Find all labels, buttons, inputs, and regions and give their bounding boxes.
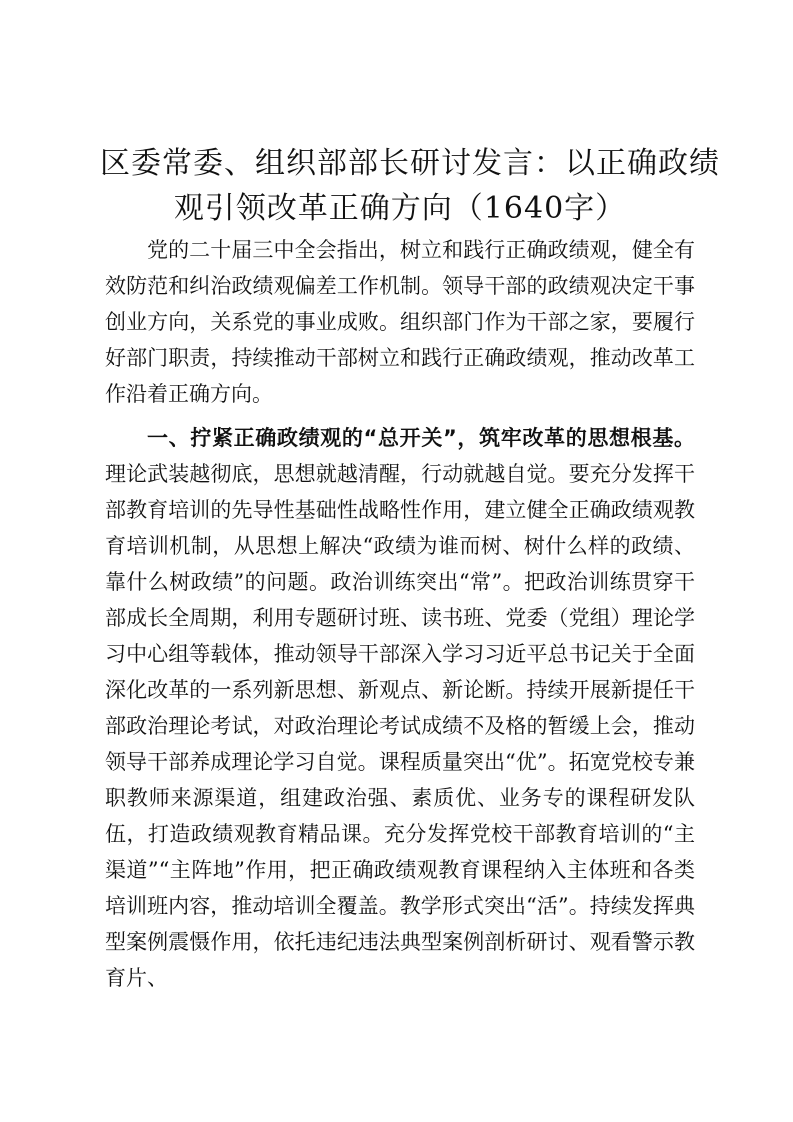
section-1-body: 理论武装越彻底，思想就越清醒，行动就越自觉。要充分发挥干部教育培训的先导性基础性战略性作用，建立健全正确政绩观教育培训机制，从思想上解决“政绩为谁而树、树什么样的政绩、靠什么树政绩”的问题。政治训练突出“常”。把政治训练贯穿干部成长全周期，利用专题研讨班、读书班、党委（党组）理论学习中心组等载体，推动领导干部深入学习习近平总书记关于全面深化改革的一系列新思想、新观点、新论断。持续开展新提任干部政治理论考试，对政治理论考试成绩不及格的暂缓上会，推动领导干部养成理论学习自觉。课程质量突出“优”。拓宽党校专兼职教师来源渠道，组建政治强、素质优、业务专的课程研发队伍，打造政绩观教育精品课。充分发挥党校干部教育培训的“主渠道”“主阵地”作用，把正确政绩观教育课程纳入主体班和各类培训班内容，推动培训全覆盖。教学形式突出“活”。持续发挥典型案例震慑作用，依托违纪违法典型案例剖析研讨、观看警示教育片、 (105, 462, 695, 990)
section-1-paragraph (105, 420, 695, 996)
intro-paragraph: 党的二十届三中全会指出，树立和践行正确政绩观，健全有效防范和纠治政绩观偏差工作机制。领导干部的政绩观决定干事创业方向，关系党的事业成败。组织部门作为干部之家，要履行好部门职责，持续推动干部树立和践行正确政绩观，推动改革工作沿着正确方向。 (105, 238, 695, 406)
document-title-line-2: 观引领改革正确方向（1640字） (173, 191, 627, 226)
document-title-line-1: 区委常委、组织部部长研讨发言：以正确政绩 (100, 146, 720, 181)
section-1-heading: 一、拧紧正确政绩观的“总开关”，筑牢改革的思想根基。 (147, 426, 695, 450)
